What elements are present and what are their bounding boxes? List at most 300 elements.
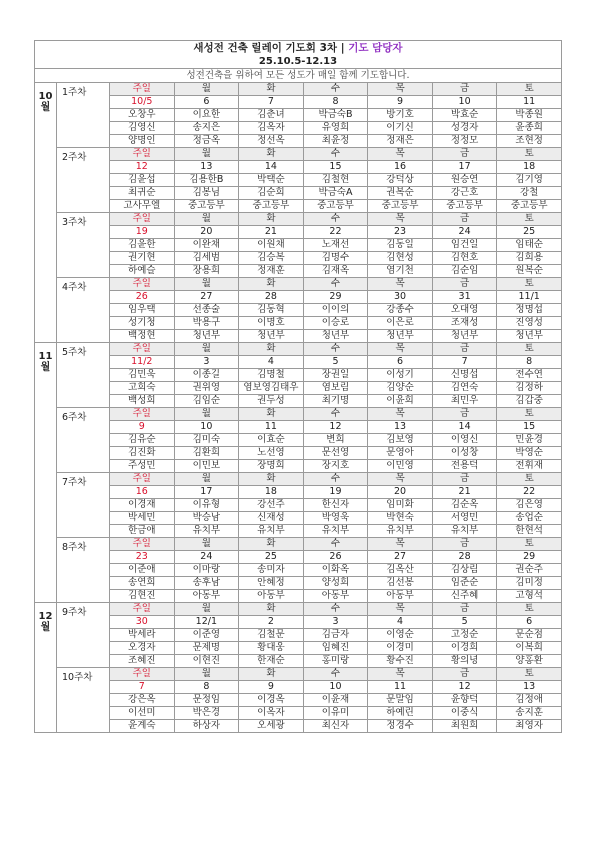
day-name-row	[35, 278, 562, 291]
name-cell: 이종길	[174, 369, 239, 382]
name-cell: 김미숙	[174, 434, 239, 447]
name-cell: 양명인	[110, 135, 175, 148]
name-cell: 김연숙	[432, 382, 497, 395]
name-cell: 오대영	[432, 304, 497, 317]
name-cell: 윤종희	[497, 122, 562, 135]
date-cell: 16	[368, 161, 433, 174]
name-cell: 박택순	[239, 174, 304, 187]
day-name-cell: 화	[239, 473, 304, 486]
name-cell: 박영욱	[303, 512, 368, 525]
day-name-cell: 월	[174, 83, 239, 96]
name-cell: 주성민	[110, 460, 175, 473]
day-name-cell: 수	[303, 668, 368, 681]
name-cell: 황의녕	[432, 655, 497, 668]
name-cell: 박현숙	[368, 512, 433, 525]
day-name-cell: 월	[174, 538, 239, 551]
name-cell: 박영순	[497, 447, 562, 460]
prayer-schedule-table	[34, 40, 562, 733]
name-cell: 이기신	[368, 122, 433, 135]
name-cell: 유치부	[432, 525, 497, 538]
day-name-cell: 토	[497, 278, 562, 291]
name-cell: 이경재	[110, 499, 175, 512]
week-label: 5주차	[57, 343, 110, 408]
day-name-cell: 목	[368, 668, 433, 681]
date-cell: 7	[110, 681, 175, 694]
day-name-cell: 금	[432, 148, 497, 161]
name-cell: 황대웅	[239, 642, 304, 655]
name-cell: 이윤희	[368, 395, 433, 408]
day-name-cell: 금	[432, 538, 497, 551]
day-name-cell: 월	[174, 473, 239, 486]
name-cell: 정명섭	[497, 304, 562, 317]
name-cell: 정재은	[368, 135, 433, 148]
name-cell: 오창우	[110, 109, 175, 122]
day-name-cell: 수	[303, 213, 368, 226]
date-cell: 17	[432, 161, 497, 174]
name-cell: 정재훈	[239, 265, 304, 278]
name-cell: 강덕상	[368, 174, 433, 187]
day-name-cell: 수	[303, 603, 368, 616]
name-cell: 이영순	[368, 629, 433, 642]
name-cell: 청년부	[497, 330, 562, 343]
date-cell: 10	[174, 421, 239, 434]
name-row	[35, 655, 562, 668]
day-name-cell: 수	[303, 148, 368, 161]
date-cell: 20	[368, 486, 433, 499]
name-cell: 김갑중	[497, 395, 562, 408]
date-cell: 29	[497, 551, 562, 564]
date-cell: 23	[110, 551, 175, 564]
name-cell: 권복순	[368, 187, 433, 200]
name-cell: 장용희	[174, 265, 239, 278]
day-name-cell: 화	[239, 213, 304, 226]
name-cell: 김보영	[368, 434, 433, 447]
name-row	[35, 317, 562, 330]
day-name-cell: 주일	[110, 538, 175, 551]
name-row	[35, 187, 562, 200]
name-cell: 오경자	[110, 642, 175, 655]
name-cell: 이은로	[368, 317, 433, 330]
name-cell: 김세범	[174, 252, 239, 265]
name-cell: 이민영	[368, 460, 433, 473]
name-cell: 임태순	[497, 239, 562, 252]
name-cell: 김명철	[239, 369, 304, 382]
name-cell: 최기명	[303, 395, 368, 408]
name-cell: 김희용	[497, 252, 562, 265]
day-name-cell: 토	[497, 538, 562, 551]
name-cell: 중고등부	[368, 200, 433, 213]
name-cell: 박용구	[174, 317, 239, 330]
name-cell: 고희숙	[110, 382, 175, 395]
name-cell: 청년부	[174, 330, 239, 343]
name-cell: 박금숙A	[303, 187, 368, 200]
name-cell: 이영신	[432, 434, 497, 447]
date-row	[35, 161, 562, 174]
name-cell: 김영신	[110, 122, 175, 135]
name-cell: 전수연	[497, 369, 562, 382]
day-name-cell: 금	[432, 343, 497, 356]
name-cell: 김재옥	[303, 265, 368, 278]
name-cell: 임준순	[432, 577, 497, 590]
name-cell: 한현석	[497, 525, 562, 538]
name-cell: 이마랑	[174, 564, 239, 577]
name-cell: 김동혁	[239, 304, 304, 317]
name-cell: 중고등부	[303, 200, 368, 213]
name-cell: 중고등부	[174, 200, 239, 213]
name-cell: 박효순	[432, 109, 497, 122]
day-name-cell: 목	[368, 278, 433, 291]
date-cell: 14	[432, 421, 497, 434]
date-cell: 27	[368, 551, 433, 564]
day-name-cell: 토	[497, 213, 562, 226]
date-cell: 6	[174, 96, 239, 109]
name-cell: 김상림	[432, 564, 497, 577]
name-cell: 전휘재	[497, 460, 562, 473]
name-cell: 전용덕	[432, 460, 497, 473]
date-cell: 7	[432, 356, 497, 369]
name-cell: 황수진	[368, 655, 433, 668]
date-cell: 11	[239, 421, 304, 434]
date-cell: 27	[174, 291, 239, 304]
name-cell: 김임순	[174, 395, 239, 408]
day-name-cell: 금	[432, 603, 497, 616]
date-cell: 20	[174, 226, 239, 239]
date-cell: 23	[368, 226, 433, 239]
name-cell: 최영자	[497, 720, 562, 733]
name-cell: 김춘녀	[239, 109, 304, 122]
name-cell: 백정현	[110, 330, 175, 343]
name-row	[35, 512, 562, 525]
name-cell: 한재순	[239, 655, 304, 668]
date-row	[35, 96, 562, 109]
name-cell: 유치부	[368, 525, 433, 538]
name-cell: 김순희	[239, 187, 304, 200]
name-cell: 김순옥	[432, 499, 497, 512]
name-cell: 송지훈	[497, 707, 562, 720]
name-cell: 최신자	[303, 720, 368, 733]
date-cell: 10	[303, 681, 368, 694]
day-name-cell: 토	[497, 343, 562, 356]
date-row	[35, 356, 562, 369]
name-row	[35, 252, 562, 265]
period-text: 25.10.5-12.13	[35, 55, 562, 69]
day-name-cell: 토	[497, 473, 562, 486]
date-cell: 15	[497, 421, 562, 434]
week-label: 3주차	[57, 213, 110, 278]
name-cell: 김윤한	[110, 239, 175, 252]
title-highlight: 기도 담당자	[348, 42, 403, 54]
day-name-cell: 목	[368, 213, 433, 226]
name-cell: 박은경	[174, 707, 239, 720]
day-name-cell: 월	[174, 408, 239, 421]
name-cell: 서영민	[432, 512, 497, 525]
name-cell: 박세민	[110, 512, 175, 525]
name-cell: 김금자	[303, 629, 368, 642]
name-cell: 김승복	[239, 252, 304, 265]
day-name-cell: 화	[239, 603, 304, 616]
week-label: 7주차	[57, 473, 110, 538]
day-name-cell: 주일	[110, 408, 175, 421]
period-row	[35, 55, 562, 69]
day-name-cell: 월	[174, 148, 239, 161]
date-cell: 30	[110, 616, 175, 629]
day-name-cell: 목	[368, 538, 433, 551]
week-label: 8주차	[57, 538, 110, 603]
name-cell: 청년부	[303, 330, 368, 343]
name-cell: 성경자	[432, 122, 497, 135]
date-cell: 6	[368, 356, 433, 369]
prayer-schedule-document	[34, 40, 562, 733]
date-cell: 13	[368, 421, 433, 434]
day-name-cell: 월	[174, 278, 239, 291]
name-row	[35, 564, 562, 577]
week-label: 9주차	[57, 603, 110, 668]
name-cell: 최민우	[432, 395, 497, 408]
day-name-cell: 수	[303, 538, 368, 551]
date-cell: 12	[303, 421, 368, 434]
day-name-cell: 목	[368, 343, 433, 356]
day-name-cell: 주일	[110, 213, 175, 226]
date-cell: 31	[432, 291, 497, 304]
name-cell: 문제명	[174, 642, 239, 655]
name-cell: 이중식	[432, 707, 497, 720]
name-cell: 문선영	[303, 447, 368, 460]
name-cell: 염보영김태우	[239, 382, 304, 395]
name-cell: 최윤정	[303, 135, 368, 148]
name-row	[35, 577, 562, 590]
day-name-row	[35, 343, 562, 356]
name-cell: 이원채	[239, 239, 304, 252]
name-cell: 이경희	[432, 642, 497, 655]
day-name-cell: 주일	[110, 278, 175, 291]
day-name-cell: 화	[239, 668, 304, 681]
name-row	[35, 590, 562, 603]
name-cell: 정정모	[432, 135, 497, 148]
day-name-cell: 금	[432, 278, 497, 291]
date-cell: 14	[239, 161, 304, 174]
day-name-cell: 금	[432, 83, 497, 96]
name-cell: 문순점	[497, 629, 562, 642]
page-title	[35, 41, 562, 56]
name-cell: 송업순	[497, 512, 562, 525]
date-cell: 12/1	[174, 616, 239, 629]
name-cell: 윤계숙	[110, 720, 175, 733]
name-cell: 강근호	[432, 187, 497, 200]
date-cell: 26	[303, 551, 368, 564]
date-cell: 17	[174, 486, 239, 499]
name-cell: 김민욱	[110, 369, 175, 382]
date-cell: 13	[497, 681, 562, 694]
name-cell: 조재성	[432, 317, 497, 330]
name-row	[35, 382, 562, 395]
name-cell: 문영아	[368, 447, 433, 460]
date-cell: 24	[174, 551, 239, 564]
name-cell: 신명섭	[432, 369, 497, 382]
week-label: 10주차	[57, 668, 110, 733]
week-label: 2주차	[57, 148, 110, 213]
name-cell: 최원희	[432, 720, 497, 733]
name-cell: 강종수	[368, 304, 433, 317]
day-name-cell: 월	[174, 668, 239, 681]
subtitle-row	[35, 69, 562, 83]
date-cell: 9	[110, 421, 175, 434]
date-cell: 3	[174, 356, 239, 369]
name-row	[35, 109, 562, 122]
name-cell: 송연희	[110, 577, 175, 590]
date-cell: 25	[239, 551, 304, 564]
date-cell: 22	[303, 226, 368, 239]
date-cell: 11/2	[110, 356, 175, 369]
name-cell: 이유미	[303, 707, 368, 720]
date-row	[35, 291, 562, 304]
day-name-row	[35, 408, 562, 421]
date-row	[35, 616, 562, 629]
date-row	[35, 486, 562, 499]
day-name-cell: 수	[303, 473, 368, 486]
day-name-cell: 화	[239, 83, 304, 96]
day-name-cell: 목	[368, 83, 433, 96]
name-cell: 노선영	[239, 447, 304, 460]
name-row	[35, 265, 562, 278]
name-cell: 김현성	[368, 252, 433, 265]
day-name-cell: 주일	[110, 603, 175, 616]
name-cell: 유치부	[239, 525, 304, 538]
date-row	[35, 551, 562, 564]
day-name-cell: 수	[303, 343, 368, 356]
date-cell: 21	[239, 226, 304, 239]
name-cell: 김철현	[303, 174, 368, 187]
name-row	[35, 369, 562, 382]
name-cell: 김정애	[497, 694, 562, 707]
name-cell: 이현진	[174, 655, 239, 668]
date-cell: 10	[432, 96, 497, 109]
name-cell: 임미화	[368, 499, 433, 512]
day-name-cell: 토	[497, 668, 562, 681]
day-name-cell: 화	[239, 408, 304, 421]
name-cell: 권기현	[110, 252, 175, 265]
date-cell: 7	[239, 96, 304, 109]
day-name-cell: 목	[368, 148, 433, 161]
date-cell: 12	[110, 161, 175, 174]
name-cell: 임우택	[110, 304, 175, 317]
name-cell: 윤향덕	[432, 694, 497, 707]
name-cell: 이승로	[303, 317, 368, 330]
name-cell: 유치부	[303, 525, 368, 538]
name-cell: 정선옥	[239, 135, 304, 148]
date-cell: 28	[432, 551, 497, 564]
name-cell: 이경옥	[239, 694, 304, 707]
name-cell: 권두성	[239, 395, 304, 408]
day-name-cell: 토	[497, 408, 562, 421]
name-cell: 아동부	[368, 590, 433, 603]
name-cell: 박세라	[110, 629, 175, 642]
date-cell: 15	[303, 161, 368, 174]
date-cell: 5	[432, 616, 497, 629]
day-name-cell: 목	[368, 603, 433, 616]
week-label: 4주차	[57, 278, 110, 343]
name-cell: 중고등부	[432, 200, 497, 213]
name-cell: 권순주	[497, 564, 562, 577]
name-cell: 김선봉	[368, 577, 433, 590]
name-cell: 진영성	[497, 317, 562, 330]
name-row	[35, 499, 562, 512]
day-name-cell: 화	[239, 343, 304, 356]
name-cell: 이복희	[497, 642, 562, 655]
name-cell: 박금숙B	[303, 109, 368, 122]
name-cell: 이요한	[174, 109, 239, 122]
name-cell: 민윤경	[497, 434, 562, 447]
date-cell: 19	[110, 226, 175, 239]
day-name-cell: 금	[432, 473, 497, 486]
name-row	[35, 330, 562, 343]
name-cell: 한신자	[303, 499, 368, 512]
date-cell: 12	[432, 681, 497, 694]
date-cell: 16	[110, 486, 175, 499]
day-name-cell: 토	[497, 148, 562, 161]
name-cell: 아동부	[174, 590, 239, 603]
name-cell: 김순임	[432, 265, 497, 278]
name-cell: 김윤섭	[110, 174, 175, 187]
day-name-cell: 주일	[110, 83, 175, 96]
name-cell: 고정순	[432, 629, 497, 642]
date-cell: 9	[239, 681, 304, 694]
name-cell: 이준영	[174, 629, 239, 642]
name-cell: 이선미	[110, 707, 175, 720]
day-name-row	[35, 473, 562, 486]
name-cell: 노재선	[303, 239, 368, 252]
name-cell: 성기청	[110, 317, 175, 330]
name-cell: 박종원	[497, 109, 562, 122]
name-row	[35, 642, 562, 655]
name-cell: 아동부	[239, 590, 304, 603]
name-cell: 김봉님	[174, 187, 239, 200]
name-cell: 김옥산	[368, 564, 433, 577]
name-cell: 김기영	[497, 174, 562, 187]
name-cell: 김환희	[174, 447, 239, 460]
name-cell: 강선주	[239, 499, 304, 512]
date-cell: 18	[239, 486, 304, 499]
title-row	[35, 41, 562, 56]
date-cell: 26	[110, 291, 175, 304]
date-cell: 11	[497, 96, 562, 109]
name-cell: 이윤재	[303, 694, 368, 707]
name-cell: 방기호	[368, 109, 433, 122]
title-text: 새성전 건축 릴레이 기도회 3차 |	[193, 42, 345, 54]
name-cell: 염기천	[368, 265, 433, 278]
date-cell: 11/1	[497, 291, 562, 304]
name-row	[35, 174, 562, 187]
month-label: 12월	[35, 603, 57, 733]
name-cell: 청년부	[368, 330, 433, 343]
name-cell: 이유형	[174, 499, 239, 512]
name-cell: 문정임	[174, 694, 239, 707]
day-name-cell: 주일	[110, 343, 175, 356]
day-name-cell: 화	[239, 278, 304, 291]
date-cell: 25	[497, 226, 562, 239]
date-cell: 9	[368, 96, 433, 109]
date-cell: 28	[239, 291, 304, 304]
name-cell: 정금옥	[174, 135, 239, 148]
name-cell: 이성창	[432, 447, 497, 460]
day-name-cell: 월	[174, 343, 239, 356]
name-cell: 백성희	[110, 395, 175, 408]
date-cell: 4	[368, 616, 433, 629]
month-label: 11월	[35, 343, 57, 603]
name-cell: 김현호	[432, 252, 497, 265]
day-name-cell: 금	[432, 668, 497, 681]
day-name-cell: 수	[303, 278, 368, 291]
name-cell: 이경미	[368, 642, 433, 655]
